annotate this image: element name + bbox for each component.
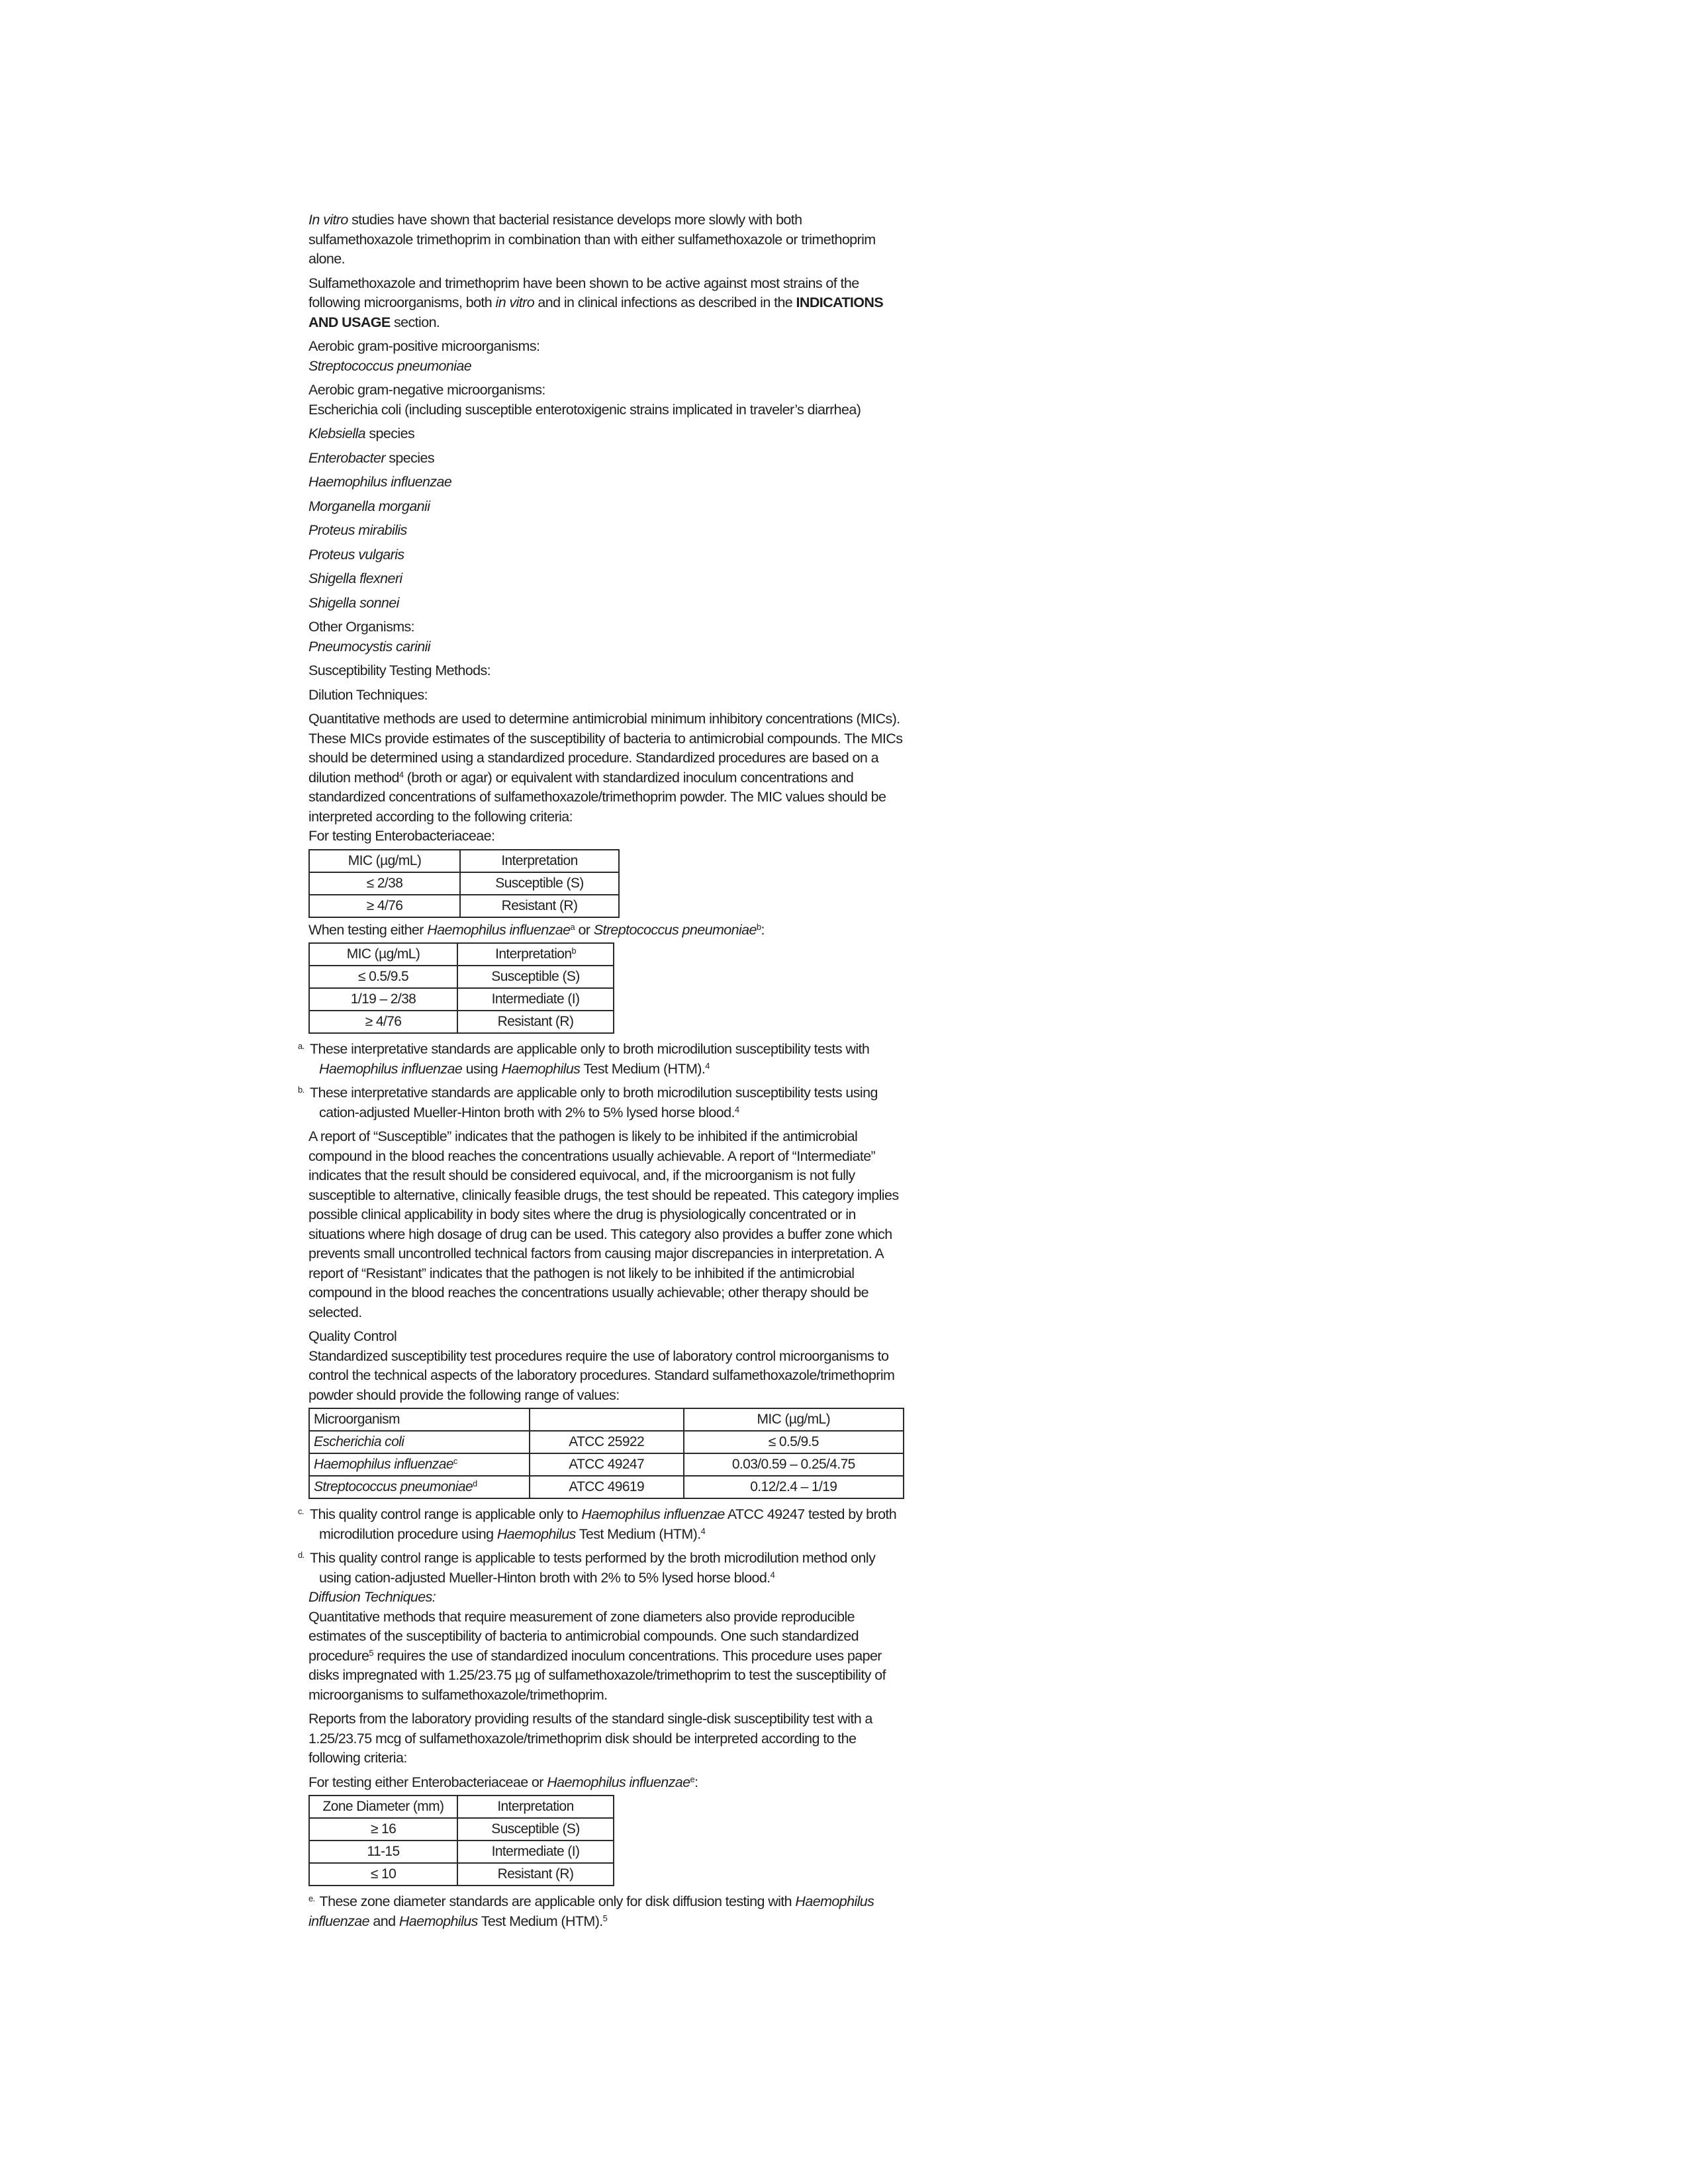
table-header-row <box>309 1796 614 1818</box>
organism-klebsiella <box>308 424 904 444</box>
organism-list-item <box>308 497 904 517</box>
organism-list-item <box>308 594 904 614</box>
mic-table-haemophilus <box>308 942 614 1034</box>
table-cell: 0.12/2.4 – 1/19 <box>684 1476 904 1498</box>
table-cell: ≤ 0.5/9.5 <box>309 966 457 988</box>
footnote-e: e. These zone diameter standards are applicable only for disk diffusion testing with Haemophilus influenzae and Haemophilus Test Medium (HTM).$^5$ <box>308 1893 874 1929</box>
footnote-mark: e <box>690 1774 695 1784</box>
table-row <box>309 1476 904 1498</box>
text-run: section. <box>390 314 440 330</box>
text-run: requires the use of standardized inoculum concentrations. This procedure uses paper disks impregnated with 1.25/23.75 µg of sulfamethoxazole/trimethoprim to test the susceptibility of microorganisms to sulfamethoxazole/trimethoprim. <box>308 1647 886 1703</box>
text-run: This quality control range is applicable only to <box>310 1506 582 1522</box>
reports-paragraph: Reports from the laboratory providing results of the standard single-disk susceptibility test with a 1.25/23.75 mcg of sulfamethoxazole/trimethoprim disk should be interpreted according to the following criteria: <box>308 1711 872 1766</box>
organism-name: Haemophilus influenzae <box>427 921 571 938</box>
organism-list-item <box>308 473 904 492</box>
organism-name: Shigella flexneri <box>308 570 402 586</box>
paragraph-text: studies have shown that bacterial resistance develops more slowly with both sulfamethoxazole trimethoprim in combination than with either sulfamethoxazole or trimethoprim alone. <box>308 212 876 267</box>
text-run: When testing either <box>308 921 428 938</box>
table-row <box>309 1818 614 1841</box>
diffusion-heading <box>308 1588 904 1608</box>
reference-superscript: 4 <box>734 1104 739 1115</box>
table-header-row <box>309 850 619 872</box>
gram-negative-heading: Aerobic gram-negative microorganisms: <box>308 382 545 398</box>
footnote-c: c. This quality control range is applicable only to Haemophilus influenzae ATCC 49247 tested by broth microdilution procedure using Haemophilus Test Medium (HTM).$^4$ <box>298 1506 897 1542</box>
paragraph-in-vitro <box>308 210 904 269</box>
footnote-b: b. These interpretative standards are applicable only to broth microdilution susceptibility tests using cation-adjusted Mueller-Hinton broth with 2% to 5% lysed horse blood.$^4$ <box>298 1085 878 1120</box>
table-cell: ≤ 2/38 <box>309 872 460 895</box>
organism-name: Haemophilus influenzae <box>581 1506 725 1522</box>
table-cell: Susceptible (S) <box>457 1818 614 1841</box>
table-cell: ≥ 4/76 <box>309 895 460 917</box>
organism-name: Haemophilus <box>501 1060 581 1077</box>
footnote-mark: b <box>756 921 761 932</box>
text-run: : <box>761 921 765 938</box>
organism-name: Enterobacter <box>308 449 385 466</box>
text-run: : <box>694 1774 698 1790</box>
text-run: These zone diameter standards are applicable only for disk diffusion testing with <box>316 1893 796 1909</box>
table-cell: ATCC 25922 <box>530 1431 684 1453</box>
table-row <box>309 966 614 988</box>
document-body <box>298 210 904 1931</box>
mic-table-enterobacteriaceae <box>308 849 620 918</box>
table-cell: Resistant (R) <box>457 1011 614 1033</box>
organism-name: Proteus mirabilis <box>308 522 407 538</box>
table-row <box>309 1841 614 1863</box>
table-header-cell: Interpretation <box>460 850 619 872</box>
reference-superscript: 5 <box>369 1647 373 1658</box>
table-header-cell: Interpretation <box>457 1796 614 1818</box>
footnote-d: d. This quality control range is applicable to tests performed by the broth microdilution method only using cation-adjusted Mueller-Hinton broth with 2% to 5% lysed horse blood.$^4$ <box>298 1550 876 1586</box>
text-run: Test Medium (HTM). <box>575 1525 701 1542</box>
quality-control-heading: Quality Control <box>308 1328 397 1344</box>
dilution-heading: Dilution Techniques: <box>308 686 428 703</box>
table-row <box>309 872 619 895</box>
quality-control-paragraph: Standardized susceptibility test procedures require the use of laboratory control microorganisms to control the technical aspects of the laboratory procedures. Standard sulfamethoxazole/trimethoprim powder should provide the following range of values: <box>308 1347 895 1403</box>
table-cell: ATCC 49247 <box>530 1453 684 1476</box>
organism-ecoli: Escherichia coli (including susceptible enterotoxigenic strains implicated in traveler’s diarrhea) <box>308 401 861 418</box>
reference-superscript: 4 <box>700 1525 706 1536</box>
table-row <box>309 1011 614 1033</box>
table-row <box>309 988 614 1011</box>
organism-name: Escherichia coli <box>314 1434 404 1450</box>
organism-pneumocystis <box>308 637 904 657</box>
reference-superscript: 4 <box>705 1060 710 1071</box>
text-run: Sulfamethoxazole and trimethoprim have been shown to be active against most strains of the following microorganisms, both <box>308 275 859 310</box>
organism-name: Haemophilus influenzae <box>308 1893 874 1929</box>
table-cell: ≥ 16 <box>309 1818 457 1841</box>
table-row <box>309 1431 904 1453</box>
either-heading <box>308 1773 904 1793</box>
quality-control-table <box>308 1408 904 1499</box>
footnote-a: a. These interpretative standards are applicable only to broth microdilution susceptibility tests with Haemophilus influenzae using Haemophilus Test Medium (HTM).$^4$ <box>298 1041 870 1077</box>
susceptibility-heading: Susceptibility Testing Methods: <box>308 662 491 678</box>
organism-name: Haemophilus influenzae <box>314 1457 453 1473</box>
text-run: Quantitative methods that require measurement of zone diameters also provide reproducible estimates of the susceptibility of bacteria to antimicrobial compounds. One such standardized procedure <box>308 1608 859 1664</box>
organism-name: Streptococcus pneumoniae <box>314 1479 473 1495</box>
reference-superscript: 4 <box>770 1569 775 1580</box>
text-run: These interpretative standards are applicable only to broth microdilution susceptibility tests with <box>310 1041 870 1057</box>
table-cell: ≤ 10 <box>309 1863 457 1886</box>
footnote-mark: b <box>571 946 576 956</box>
italic-text: In vitro <box>308 212 348 228</box>
table-row <box>309 1453 904 1476</box>
table-cell: 0.03/0.59 – 0.25/4.75 <box>684 1453 904 1476</box>
paragraph-active-against <box>308 274 904 333</box>
text-run: and <box>369 1913 399 1929</box>
dilution-paragraph <box>308 709 904 827</box>
table-cell <box>309 1431 530 1453</box>
table-header-cell <box>530 1408 684 1431</box>
text-run: These interpretative standards are applicable only to broth microdilution susceptibility tests using cation-adjusted Mueller-Hinton broth with 2% to 5% lysed horse blood. <box>310 1085 878 1120</box>
text-run: species <box>365 426 415 441</box>
organism-name: Haemophilus <box>399 1913 478 1929</box>
organism-name: Haemophilus influenzae <box>308 474 452 490</box>
text-run: Quantitative methods are used to determine antimicrobial minimum inhibitory concentrations (MICs). These MICs provide estimates of the susceptibility of bacteria to antimicrobial compounds. The MICs should be determined using a standardized procedure. Standardized procedures are based on a dilution method <box>308 711 903 786</box>
text-run: species <box>385 449 434 466</box>
organism-name: Streptococcus pneumoniae <box>593 921 757 938</box>
footnote-mark: a <box>570 921 575 932</box>
organism-name: Klebsiella <box>308 426 366 441</box>
organism-enterobacter <box>308 449 904 469</box>
table-row <box>309 895 619 917</box>
diffusion-paragraph <box>308 1608 904 1706</box>
text-run: This quality control range is applicable to tests performed by the broth microdilution method only using cation-adjusted Mueller-Hinton broth with 2% to 5% lysed horse blood. <box>310 1550 876 1586</box>
text-run: Test Medium (HTM). <box>477 1913 603 1929</box>
table-cell: ≥ 4/76 <box>309 1011 457 1033</box>
italic-heading: Diffusion Techniques: <box>308 1589 436 1605</box>
italic-text: in vitro <box>495 295 535 310</box>
table-header-cell: MIC (µg/mL) <box>309 943 457 966</box>
organism-name: Pneumocystis carinii <box>308 638 430 655</box>
text-run: Test Medium (HTM). <box>580 1060 706 1077</box>
table-cell <box>309 1476 530 1498</box>
organism-list-item <box>308 569 904 589</box>
table-cell: ATCC 49619 <box>530 1476 684 1498</box>
footnote-mark: c <box>453 1457 457 1467</box>
text-run: ATCC 49247 tested by broth microdilution procedure using <box>319 1506 897 1542</box>
gram-positive-heading: Aerobic gram-positive microorganisms: <box>308 338 540 354</box>
enterobacteriaceae-heading: For testing Enterobacteriaceae: <box>308 828 495 844</box>
table-cell: 11-15 <box>309 1841 457 1863</box>
table-cell: Susceptible (S) <box>460 872 619 895</box>
table-header-cell: Zone Diameter (mm) <box>309 1796 457 1818</box>
table-header-cell: MIC (µg/mL) <box>684 1408 904 1431</box>
organism-list-item <box>308 521 904 541</box>
organism-name: Shigella sonnei <box>308 594 399 611</box>
report-paragraph: A report of “Susceptible” indicates that the pathogen is likely to be inhibited if the antimicrobial compound in the blood reaches the concentrations usually achievable. A report of “Intermediate” indicates that the result should be considered equivocal, and, if the microorganism is not fully susceptible to alternative, clinically feasible drugs, the test should be repeated. This category implies possible clinical applicability in body sites where the drug is physiologically concentrated or in situations where high dosage of drug can be used. This category also provides a buffer zone which prevents small uncontrolled technical factors from causing major discrepancies in interpretation. A report of “Resistant” indicates that the pathogen is not likely to be inhibited if the antimicrobial compound in the blood reaches the concentrations usually achievable; other therapy should be selected. <box>308 1128 899 1320</box>
table-cell: 1/19 – 2/38 <box>309 988 457 1011</box>
table-header-row <box>309 943 614 966</box>
section-reference: INDICATIONS AND USAGE <box>308 295 884 330</box>
table-cell: Intermediate (I) <box>457 988 614 1011</box>
table-cell: Susceptible (S) <box>457 966 614 988</box>
table-header-cell <box>457 943 614 966</box>
organism-name: Haemophilus influenzae <box>547 1774 690 1790</box>
table-cell <box>309 1453 530 1476</box>
text-run: and in clinical infections as described in the <box>534 295 796 310</box>
other-organisms-heading: Other Organisms: <box>308 619 415 635</box>
table-row <box>309 1863 614 1886</box>
table-cell: Intermediate (I) <box>457 1841 614 1863</box>
reference-superscript: 5 <box>602 1913 608 1923</box>
organism-name: Haemophilus influenzae <box>319 1060 463 1077</box>
table-header-cell: MIC (µg/mL) <box>309 850 460 872</box>
organism-name: Haemophilus <box>496 1525 576 1542</box>
zone-diameter-table <box>308 1795 614 1886</box>
organism-streptococcus <box>308 357 904 377</box>
table-cell: Resistant (R) <box>460 895 619 917</box>
table-header-row <box>309 1408 904 1431</box>
table-header-cell: Microorganism <box>309 1408 530 1431</box>
table-cell: ≤ 0.5/9.5 <box>684 1431 904 1453</box>
reference-superscript: 4 <box>399 769 404 780</box>
text-run: using <box>462 1060 502 1077</box>
text-run: For testing either Enterobacteriaceae or <box>308 1774 547 1790</box>
organism-name: Morganella morganii <box>308 498 430 514</box>
header-text: Interpretation <box>495 946 572 962</box>
haemophilus-heading <box>308 921 904 940</box>
organism-name: Streptococcus pneumoniae <box>308 357 472 374</box>
table-cell: Resistant (R) <box>457 1863 614 1886</box>
footnote-mark: d <box>473 1479 477 1489</box>
text-run: or <box>575 921 594 938</box>
organism-name: Proteus vulgaris <box>308 546 404 563</box>
organism-list-item <box>308 545 904 565</box>
text-run: (broth or agar) or equivalent with standardized inoculum concentrations and standardized concentrations of sulfamethoxazole/trimethoprim powder. The MIC values should be interpreted according to the following criteria: <box>308 769 886 825</box>
